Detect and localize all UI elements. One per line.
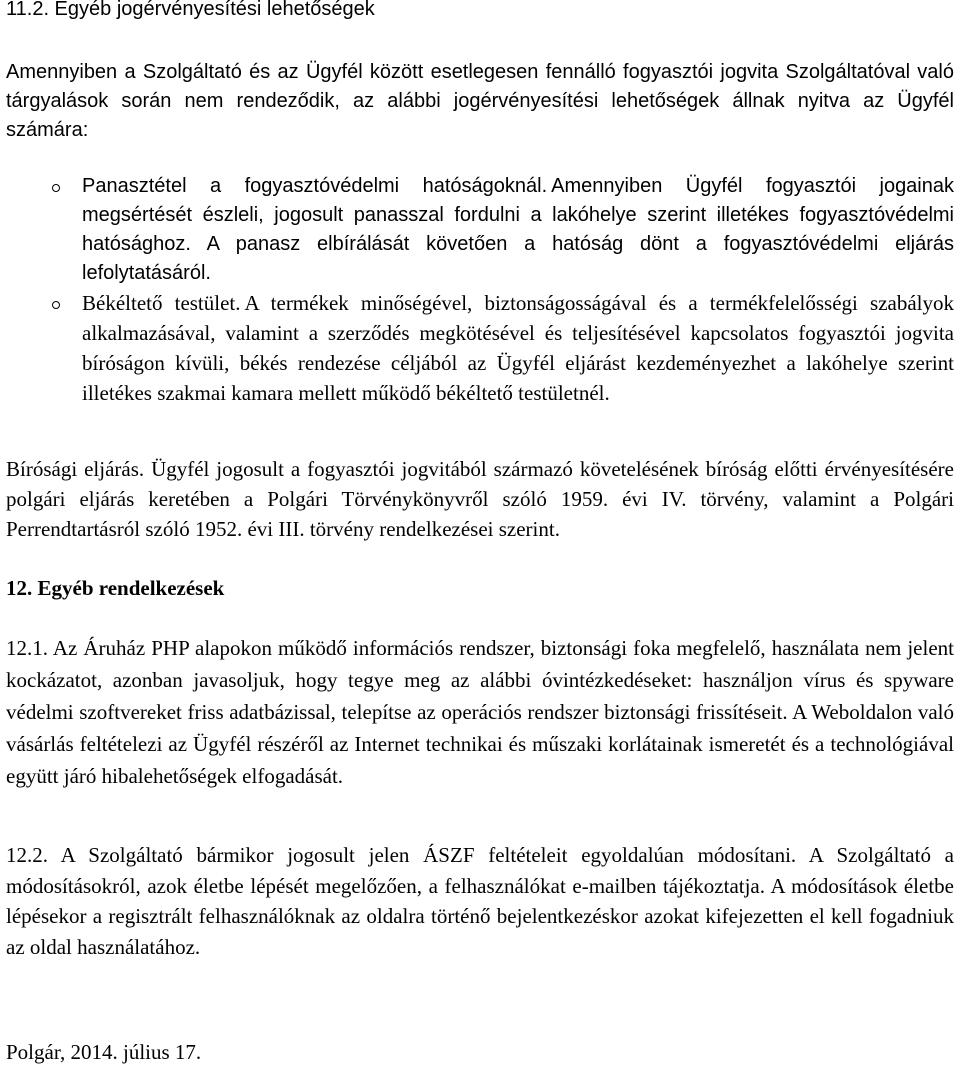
list-item-text: A termékek minőségével, biztonságosságával és a termékfelelősségi szabályok alkalmazásával, valamint a szerződés megkötésével és teljesítésével kapcsolatos fogyasztói jogvita bíróságon kívüli, békés rendezése céljából az Ügyfél eljárást kezdeményezhet a lakóhelye szerint illetékes szakmai kamara mellett működő békéltető testületnél. (82, 291, 954, 405)
signoff-place-date: Polgár, 2014. július 17. (6, 1040, 202, 1064)
bullet-icon (52, 301, 60, 309)
list-item-lead: Békéltető testület. (82, 291, 241, 315)
section-12-1-paragraph: 12.1. Az Áruház PHP alapokon működő információs rendszer, biztonsági foka megfelelő, használata nem jelent kockázatot, azonban javasoljuk, hogy tegye meg az alábbi óvintézkedéseket: használjon vírus és spyware védelmi szoftvereket friss adatbázissal, telepítse az operációs rendszer biztonsági frissítéseit. A Weboldalon való vásárlás feltételezi az Ügyfél részéről az Internet technikai és műszaki korlátainak ismeretét és a technológiával együtt járó hibalehetőségek elfogadását. (6, 636, 954, 788)
list-item-panasztetel (6, 172, 954, 288)
bullet-icon (52, 184, 60, 192)
list-item-bekelteto (6, 288, 954, 408)
remedy-list (6, 172, 954, 408)
list-item-text: Amennyiben Ügyfél fogyasztói jogainak megsértését észleli, jogosult panasszal fordulni a lakóhelye szerint illetékes fogyasztóvédelmi hatósághoz. A panasz elbírálását követően a hatóság dönt a fogyasztóvédelmi eljárás lefolytatásáról. (82, 175, 954, 284)
section-12-2-paragraph: 12.2. A Szolgáltató bármikor jogosult jelen ÁSZF feltételeit egyoldalúan módosítani. A Szolgáltató a módosításokról, azok életbe lépését megelőzően, a felhasználókat e-mailben tájékoztatja. A módosítások életbe lépésekor a regisztrált felhasználóknak az oldalra történő bejelentkezéskor azokat kifejezetten el kell fogadniuk az oldal használatához. (6, 843, 954, 959)
section-11-2-intro: Amennyiben a Szolgáltató és az Ügyfél között esetlegesen fennálló fogyasztói jogvita Szolgáltatóval való tárgyalások során nem rendeződik, az alábbi jogérvényesítési lehetőségek állnak nyitva az Ügyfél számára: (6, 61, 954, 141)
section-12-heading: 12. Egyéb rendelkezések (6, 576, 225, 600)
section-11-2-title: 11.2. Egyéb jogérvényesítési lehetőségek (6, 0, 375, 20)
list-item-lead: Panasztétel a fogyasztóvédelmi hatóságoknál. (82, 175, 548, 197)
birosagi-eljaras-paragraph: Bírósági eljárás. Ügyfél jogosult a fogyasztói jogvitából származó követelésének bíróság előtti érvényesítésére polgári eljárás keretében a Polgári Törvénykönyvről szóló 1959. évi IV. törvény, valamint a Polgári Perrendtartásról szóló 1952. évi III. törvény rendelkezései szerint. (6, 457, 954, 541)
